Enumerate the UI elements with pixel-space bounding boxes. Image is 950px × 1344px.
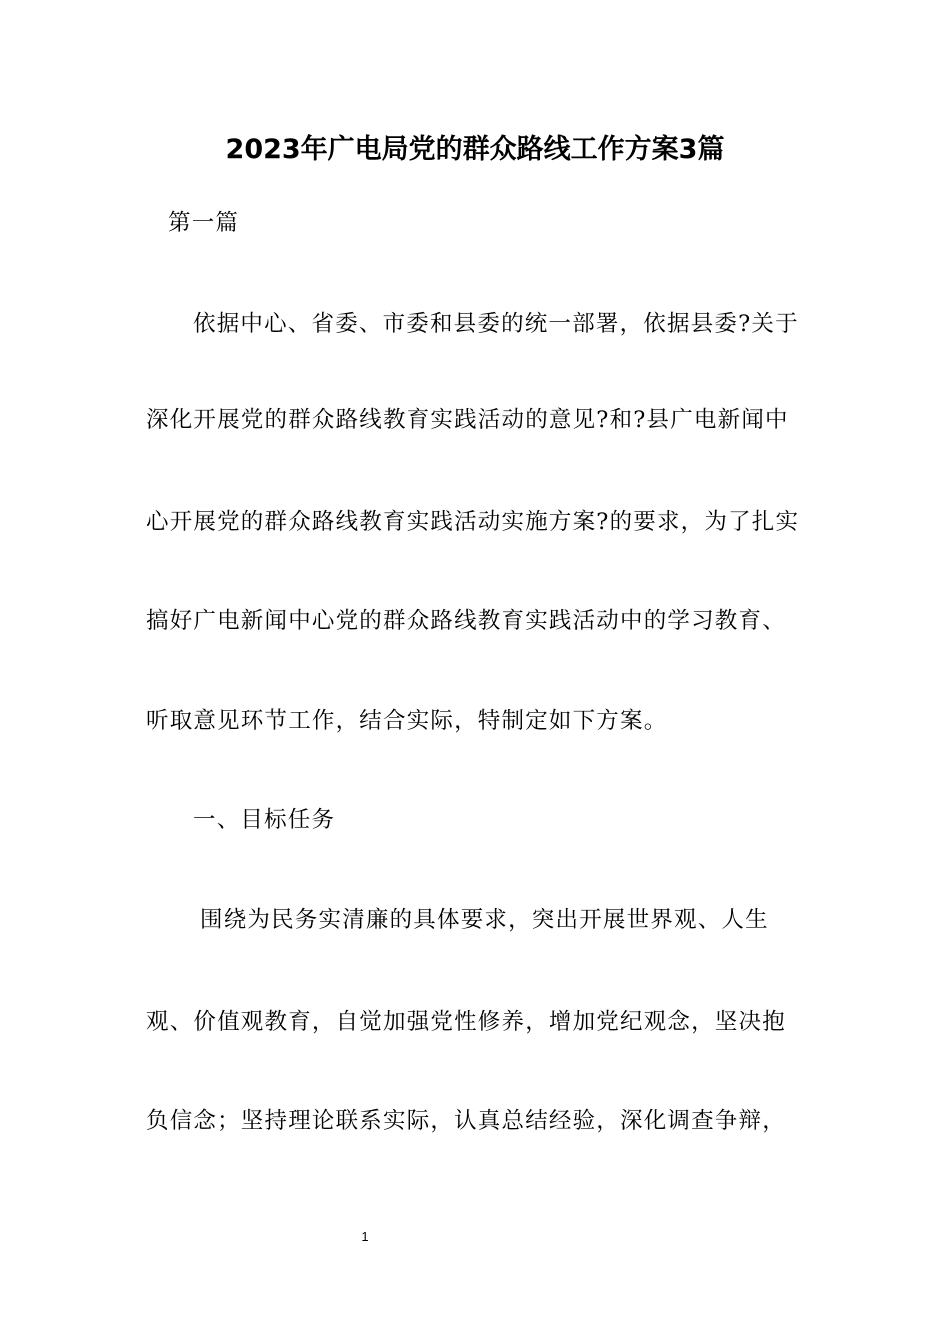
paragraph-line: 深化开展党的群众路线教育实践活动的意见?和?县广电新闻中 bbox=[146, 407, 789, 433]
section-label: 第一篇 bbox=[168, 210, 240, 236]
page-number: 1 bbox=[361, 1229, 369, 1244]
paragraph-line: 搞好广电新闻中心党的群众路线教育实践活动中的学习教育、 bbox=[146, 608, 786, 634]
paragraph-line: 负信念；坚持理论联系实际，认真总结经验，深化调查争辩， bbox=[146, 1108, 786, 1134]
paragraph-line: 围绕为民务实清廉的具体要求，突出开展世界观、人生 bbox=[200, 907, 769, 933]
paragraph-line: 听取意见环节工作，结合实际，特制定如下方案。 bbox=[146, 708, 668, 734]
paragraph-line: 心开展党的群众路线教育实践活动实施方案?的要求，为了扎实 bbox=[146, 509, 800, 535]
document-title: 2023年广电局党的群众路线工作方案3篇 bbox=[225, 134, 725, 165]
paragraph-line: 观、价值观教育，自觉加强党性修养，增加党纪观念，坚决抱 bbox=[146, 1009, 786, 1035]
section-heading: 一、目标任务 bbox=[193, 807, 336, 833]
paragraph-line: 依据中心、省委、市委和县委的统一部署，依据县委?关于 bbox=[193, 311, 799, 337]
